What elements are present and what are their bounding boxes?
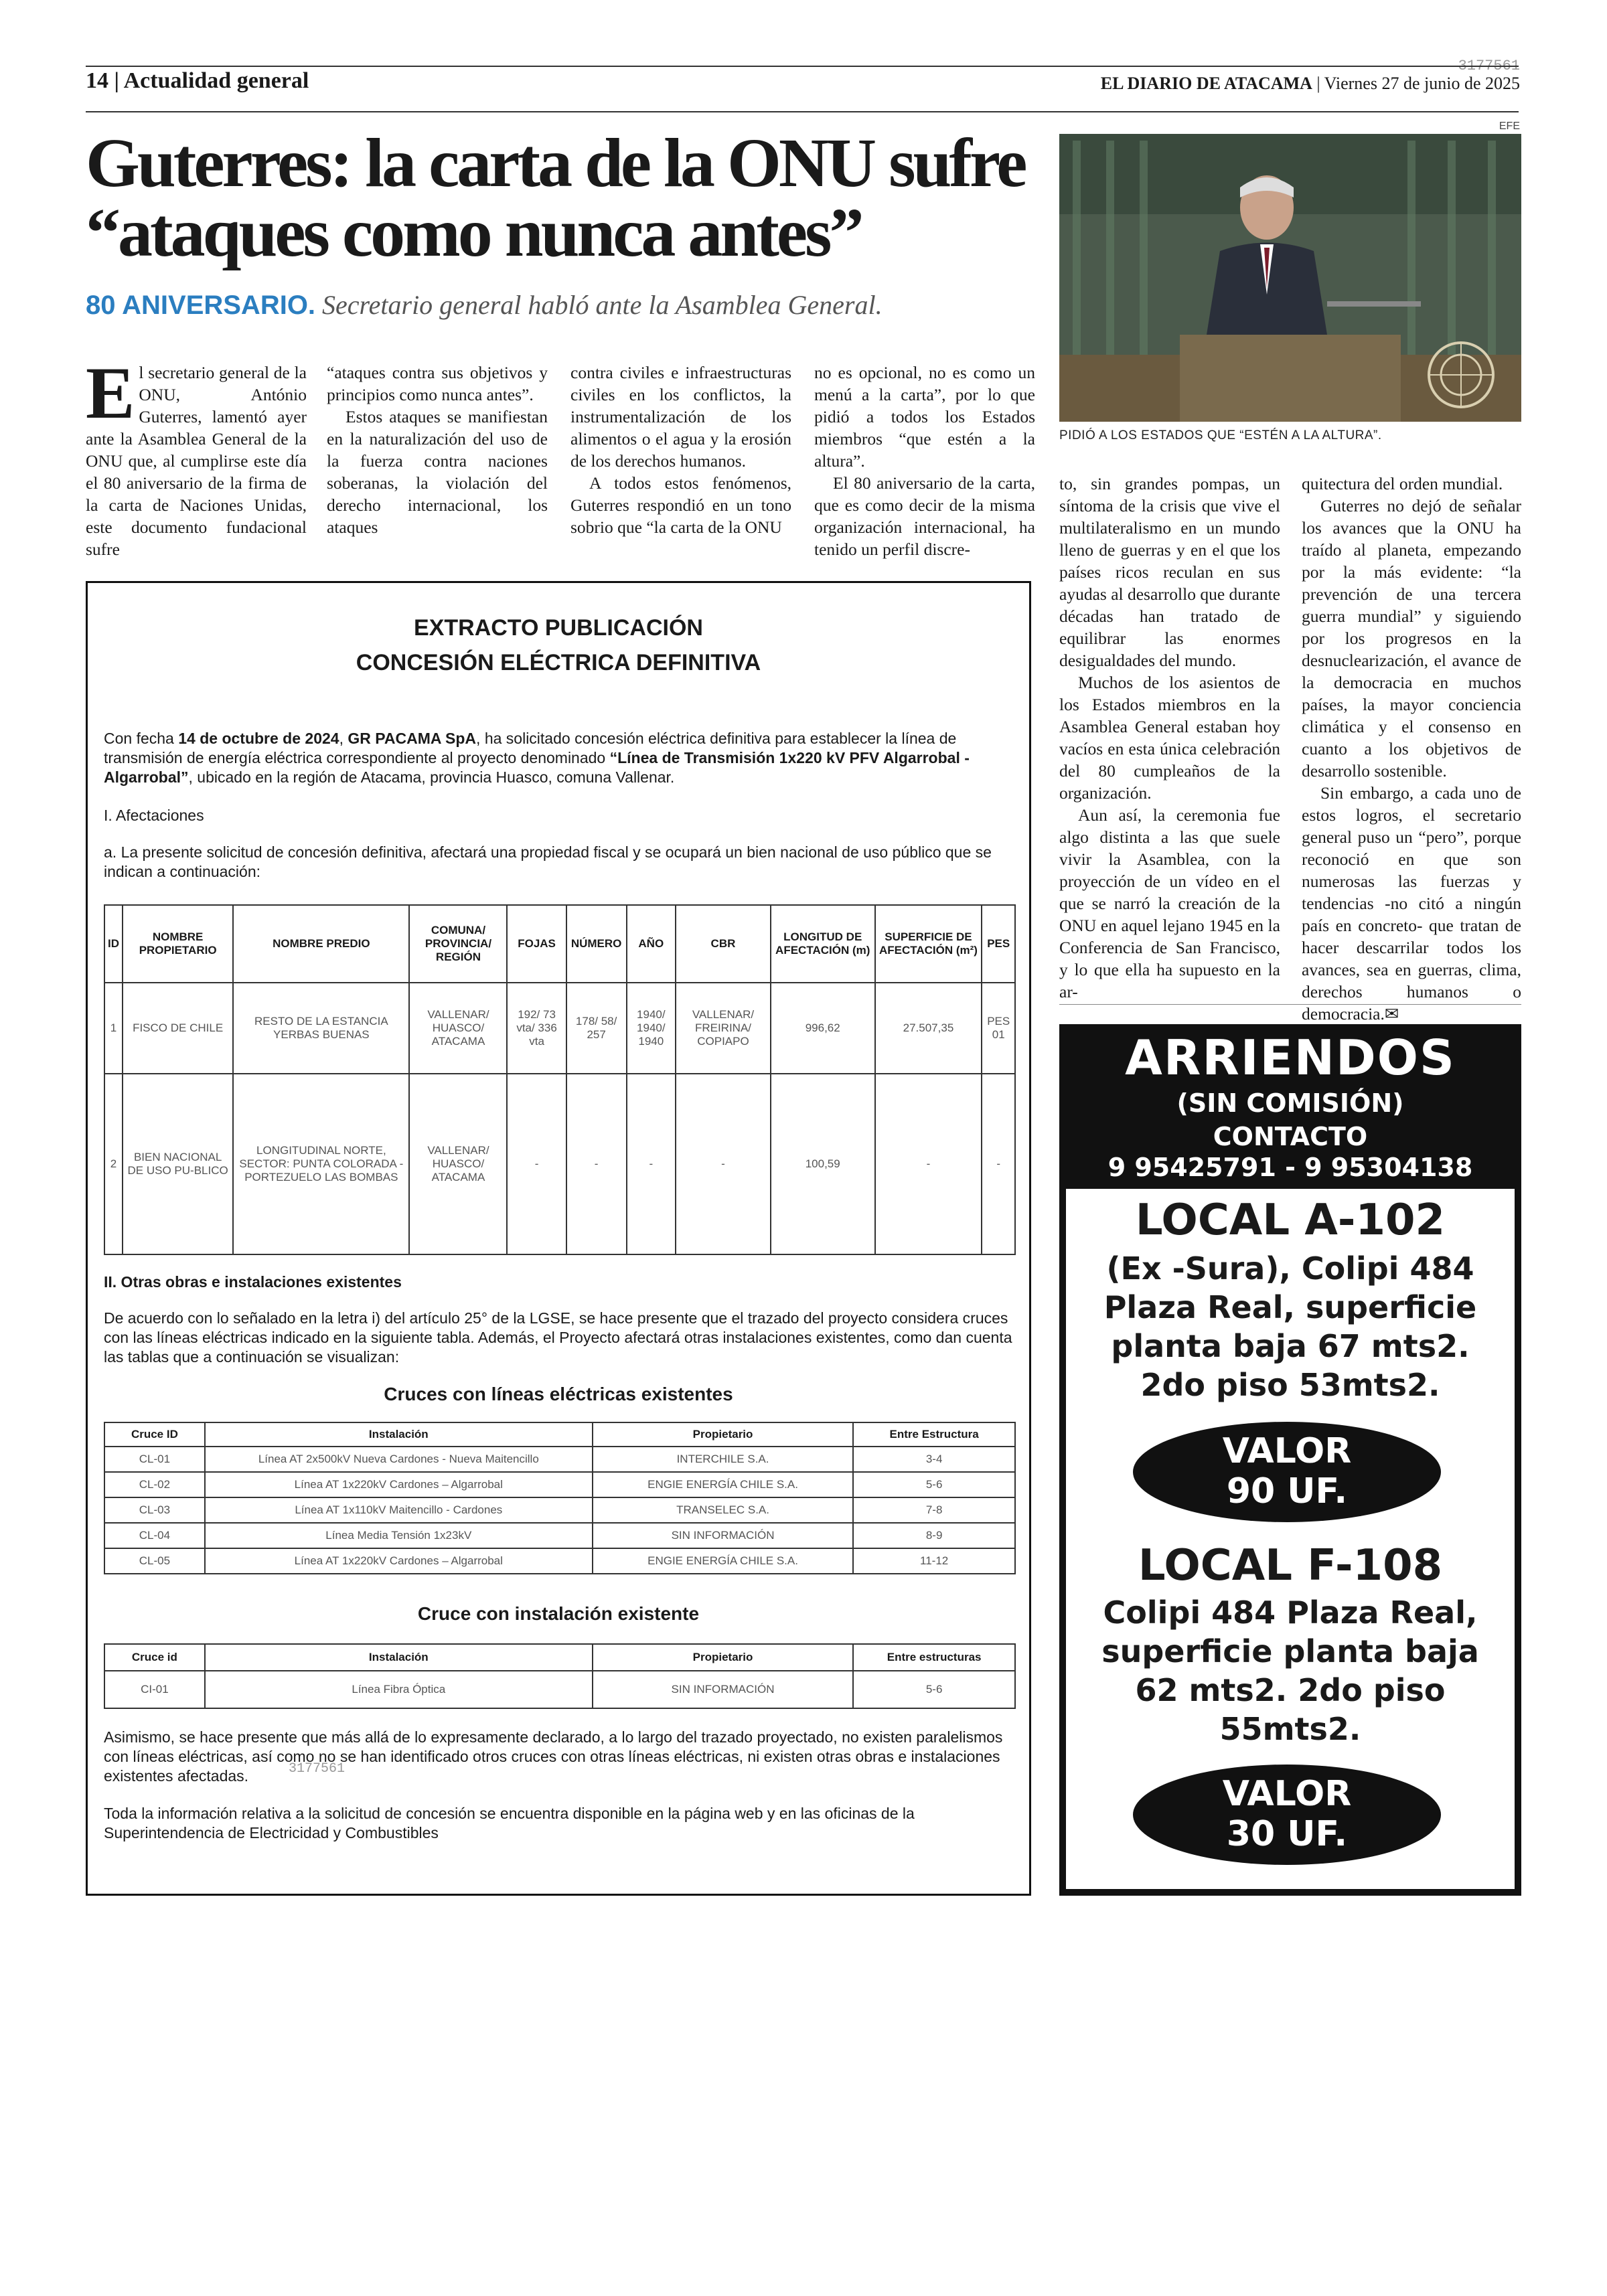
table-cell: 5-6 [853,1472,1015,1497]
intro-d: , ubicado en la región de Atacama, provincia Huasco, comuna Vallenar. [188,768,675,786]
header-bottom-rule [86,111,1519,112]
headline [86,125,1050,271]
drop-cap: E [86,352,135,434]
intro-date: 14 de octubre de 2024 [178,730,339,747]
masthead-divider: | [1316,74,1324,93]
table-cell: BIEN NACIONAL DE USO PU-BLICO [123,1074,233,1254]
column-header: COMUNA/ PROVINCIA/ REGIÓN [409,905,507,983]
table-cell: 7-8 [853,1497,1015,1523]
article-column-2 [327,361,548,538]
table-cell: RESTO DE LA ESTANCIA YERBAS BUENAS [233,983,409,1074]
end-mark-icon: ✉ [1384,1004,1399,1023]
article-column-3 [570,361,791,538]
column-rule [1059,1004,1521,1005]
column-header: CBR [676,905,771,983]
table-header-row [104,905,1015,983]
column-header: Cruce id [104,1644,205,1671]
price-oval-2 [1133,1765,1441,1865]
table-cell: - [566,1074,627,1254]
ad-contact-label: CONTACTO [1213,1122,1368,1151]
table-cell: ENGIE ENERGÍA CHILE S.A. [593,1548,853,1574]
local-2-line-2: superficie planta baja [1101,1633,1479,1669]
table-row [104,1472,1015,1497]
guterres-photo [1059,134,1521,422]
table-cell: Línea Media Tensión 1x23kV [205,1523,593,1548]
headline-line-1: Guterres: la carta de la ONU sufre [86,125,1025,201]
column-header: AÑO [627,905,676,983]
table-cell: CL-03 [104,1497,205,1523]
notice-title-2: CONCESIÓN ELÉCTRICA DEFINITIVA [356,650,761,675]
column-header: Instalación [205,1422,593,1447]
article-column-5 [1059,473,1280,1003]
col6-p3-text: Sin embargo, a cada uno de estos logros, el secretario general puso un “pero”, porque reconoció en que son numerosas las fuerzas y tendencias -no citó a ningún país en concreto- que tratan de hacer descarrilar todos los avances, sea en guerras, clima, derechos humanos o democracia. [1302,783,1521,1023]
article-column-4 [814,361,1035,560]
table-cell: 5-6 [853,1671,1015,1708]
column-header: Entre estructuras [853,1644,1015,1671]
col5-p3: Aun así, la ceremonia fue algo distinta a las que suele vivir la Asamblea, con la proyección de un vídeo en el que se narró la creación de la ONU en aquel lejano 1945 en la Conferencia de San Francisco, y lo que ella ha supuesto en la ar- [1059,805,1280,1001]
local-1-line-4: 2do piso 53mts2. [1140,1367,1440,1403]
local-2-line-1: Colipi 484 Plaza Real, [1103,1594,1478,1631]
table-cell: 178/ 58/ 257 [566,983,627,1074]
column-header: PES [982,905,1015,983]
table-cell: 11-12 [853,1548,1015,1574]
col5-p1: to, sin grandes pompas, un síntoma de la crisis que vive el multilateralismo en un mundo lleno de guerras y en el que los países ricos reculan en sus ayudas al desarrollo que durante décadas han tratado de equilibrar las enormes desigualdades del mundo. [1059,474,1280,670]
column-header: Propietario [593,1644,853,1671]
ad-subtitle: (SIN COMISIÓN) [1176,1088,1404,1118]
table-row [104,1447,1015,1472]
column-header: Propietario [593,1422,853,1447]
table-cell: VALLENAR/ FREIRINA/ COPIAPO [676,983,771,1074]
table-cell: - [507,1074,566,1254]
table-cell: LONGITUDINAL NORTE, SECTOR: PUNTA COLORADA - PORTEZUELO LAS BOMBAS [233,1074,409,1254]
table-cell: CL-01 [104,1447,205,1472]
col2-p2: Estos ataques se manifiestan en la naturalización del uso de la fuerza contra naciones soberanas, la violación del derecho internacional, los ataques [327,407,548,537]
table-cell: - [982,1074,1015,1254]
table-cell: INTERCHILE S.A. [593,1447,853,1472]
ad-body [1066,1189,1515,1889]
header-top-rule [86,66,1519,67]
column-header: Entre Estructura [853,1422,1015,1447]
installation-table [104,1643,1016,1709]
col2-p1: “ataques contra sus objetivos y principios como nunca antes”. [327,363,548,404]
table-row [104,1523,1015,1548]
price-2-label: VALOR [1222,1774,1352,1814]
ad-code-top: 3177561 [1458,58,1520,74]
table-cell: SIN INFORMACIÓN [593,1671,853,1708]
ad-phones: 9 95425791 - 9 95304138 [1107,1153,1473,1182]
column-header: FOJAS [507,905,566,983]
photo-caption: PIDIÓ A LOS ESTADOS QUE “ESTÉN A LA ALTURA”. [1059,428,1382,442]
page-number: 14 [86,68,108,93]
table-header-row [104,1422,1015,1447]
col6-p3 [1302,782,1521,1025]
table-cell: - [627,1074,676,1254]
kicker-text: Secretario general habló ante la Asamblea General. [322,290,883,320]
kicker [86,289,1050,321]
table-cell: CL-02 [104,1472,205,1497]
table-cell: 8-9 [853,1523,1015,1548]
section-header [86,68,309,94]
article-column-6 [1302,473,1521,1025]
table-cell: - [676,1074,771,1254]
table-cell: 996,62 [771,983,875,1074]
ad-header [1059,1024,1521,1187]
section-1a-text: a. La presente solicitud de concesión definitiva, afectará una propiedad fiscal y se ocupará un bien nacional de uso público que se indican a continuación: [104,843,992,880]
column-header: Instalación [205,1644,593,1671]
price-1-value: 90 UF. [1226,1471,1348,1511]
table-row [104,983,1015,1074]
table-row [104,1548,1015,1574]
price-1-label: VALOR [1222,1431,1352,1471]
column-header: ID [104,905,123,983]
table-row [104,1671,1015,1708]
notice-intro [104,729,1016,787]
table-cell: 3-4 [853,1447,1015,1472]
column-header: NOMBRE PREDIO [233,905,409,983]
legal-notice-box [86,581,1031,1896]
column-header: NÚMERO [566,905,627,983]
closing-paragraph-2: Toda la información relativa a la solicitud de concesión se encuentra disponible en la página web y en las oficinas de la Superintendencia de Electricidad y Combustibles [104,1805,915,1841]
col4-p2: El 80 aniversario de la carta, que es como decir de la misma organización internacional, ha tenido un perfil discre- [814,473,1035,559]
intro-company: GR PACAMA SpA [348,730,477,747]
table-cell: PES 01 [982,983,1015,1074]
crossings-table-title: Cruces con líneas eléctricas existentes [384,1384,733,1404]
col1-text: l secretario general de la ONU, António Guterres, lamentó ayer ante la Asamblea General de la ONU que, al cumplirse este día el 80 aniversario de la firma de la carta de Naciones Unidas, este documento fundacional sufre [86,363,307,559]
table-cell: 192/ 73 vta/ 336 vta [507,983,566,1074]
affected-properties-table [104,904,1016,1255]
column-header: SUPERFICIE DE AFECTACIÓN (m²) [875,905,982,983]
section-name: Actualidad general [123,68,309,93]
local-2-line-3: 62 mts2. 2do piso [1135,1672,1446,1708]
rental-ad [1059,1024,1521,1896]
crossings-table [104,1422,1016,1574]
col3-p1: contra civiles e infraestructuras civiles en los conflictos, la instrumentalización de los alimentos o el agua y la erosión de los derechos humanos. [570,363,791,471]
table-cell: CI-01 [104,1671,205,1708]
table-row [104,1074,1015,1254]
section-2-text: De acuerdo con lo señalado en la letra i) del artículo 25° de la LGSE, se hace presente que el trazado del proyecto considera cruces con las líneas eléctricas indicado en la siguiente tabla. Además, el Proyecto afectará otras instalaciones existentes, como dan cuenta las tablas que a continuación se visualizan: [104,1309,1012,1366]
table-row [104,1497,1015,1523]
table-cell: TRANSELEC S.A. [593,1497,853,1523]
table-cell: ENGIE ENERGÍA CHILE S.A. [593,1472,853,1497]
price-oval-1 [1133,1422,1441,1522]
table-cell: - [875,1074,982,1254]
col4-p1: no es opcional, no es como un menú a la carta”, por lo que pidió a todos los Estados miembros “que estén a la altura”. [814,363,1035,471]
price-2-value: 30 UF. [1226,1814,1348,1854]
table-cell: Línea AT 1x220kV Cardones – Algarrobal [205,1472,593,1497]
section-2-heading: II. Otras obras e instalaciones existentes [104,1273,402,1291]
column-header: LONGITUD DE AFECTACIÓN (m) [771,905,875,983]
column-header: Cruce ID [104,1422,205,1447]
paper-name: EL DIARIO DE ATACAMA [1100,74,1312,93]
masthead-info [1101,74,1520,94]
table-header-row [104,1644,1015,1671]
table-cell: 2 [104,1074,123,1254]
closing-paragraph-1: Asimismo, se hace presente que más allá de lo expresamente declarado, a lo largo del trazado proyectado, no existen paralelismos con líneas eléctricas, así como no se han identificado otros cruces con otras líneas eléctricas, ni existen otras obras e instalaciones existentes afectadas. [104,1728,1003,1785]
col6-p2: Guterres no dejó de señalar los avances que la ONU ha traído al planeta, empezando por la más evidente: “la prevención de una tercera guerra mundial” y siguiendo por los progresos en la desnuclearización, el avance de la democracia en muchos países, la mayor conciencia climática y el consenso en cuanto a los objetivos de desarrollo sostenible. [1302,496,1521,781]
photo-credit: EFE [1499,120,1520,132]
col6-p1: quitectura del orden mundial. [1302,474,1503,493]
table-cell: SIN INFORMACIÓN [593,1523,853,1548]
table-cell: 27.507,35 [875,983,982,1074]
article-column-1 [86,352,307,560]
intro-c: , ha solicitado concesión eléctrica definitiva para establecer la línea de transmisión de energía eléctrica correspondiente al proyecto denominado [104,730,957,766]
intro-project: “Línea de Transmisión 1x220 kV PFV Algarrobal - Algarrobal” [104,749,970,786]
intro-b: , [339,730,348,747]
table-cell: 1940/ 1940/ 1940 [627,983,676,1074]
table-cell: CL-05 [104,1548,205,1574]
ad-title: ARRIENDOS [1125,1030,1456,1086]
table-cell: CL-04 [104,1523,205,1548]
table-cell: 100,59 [771,1074,875,1254]
installation-table-title: Cruce con instalación existente [417,1603,700,1624]
table-cell: 1 [104,983,123,1074]
section-1-heading: I. Afectaciones [104,807,204,824]
table-cell: FISCO DE CHILE [123,983,233,1074]
intro-a: Con fecha [104,730,179,747]
column-header: NOMBRE PROPIETARIO [123,905,233,983]
col3-p2: A todos estos fenómenos, Guterres respondió en un tono sobrio que “la carta de la ONU [570,473,791,537]
notice-title-1: EXTRACTO PUBLICACIÓN [414,615,703,641]
table-cell: Línea AT 1x220kV Cardones – Algarrobal [205,1548,593,1574]
table-cell: Línea AT 1x110kV Maitencillo - Cardones [205,1497,593,1523]
local-2-details [1066,1593,1515,1748]
table-cell: VALLENAR/ HUASCO/ ATACAMA [409,1074,507,1254]
ad-code-bottom: 3177561 [289,1761,346,1777]
table-cell: VALLENAR/ HUASCO/ ATACAMA [409,983,507,1074]
headline-line-2: “ataques como nunca antes” [86,194,862,271]
kicker-label: 80 ANIVERSARIO. [86,291,316,320]
local-1-line-2: Plaza Real, superficie [1103,1289,1477,1325]
table-cell: Línea AT 2x500kV Nueva Cardones - Nueva Maitencillo [205,1447,593,1472]
local-1-details [1066,1249,1515,1404]
local-2-title: LOCAL F-108 [1138,1541,1443,1590]
issue-date: Viernes 27 de junio de 2025 [1324,74,1520,93]
local-2-line-4: 55mts2. [1219,1711,1361,1747]
header-divider: | [114,68,124,93]
col5-p2: Muchos de los asientos de los Estados miembros en la Asamblea General estaban hoy vacíos en esta única celebración del 80 cumpleaños de la organización. [1059,673,1280,803]
photo-illustration [1059,134,1521,422]
local-1-line-3: planta baja 67 mts2. [1111,1328,1470,1364]
local-1-line-1: (Ex -Sura), Colipi 484 [1106,1250,1474,1287]
local-1-title: LOCAL A-102 [1135,1196,1446,1245]
table-cell: Línea Fibra Óptica [205,1671,593,1708]
